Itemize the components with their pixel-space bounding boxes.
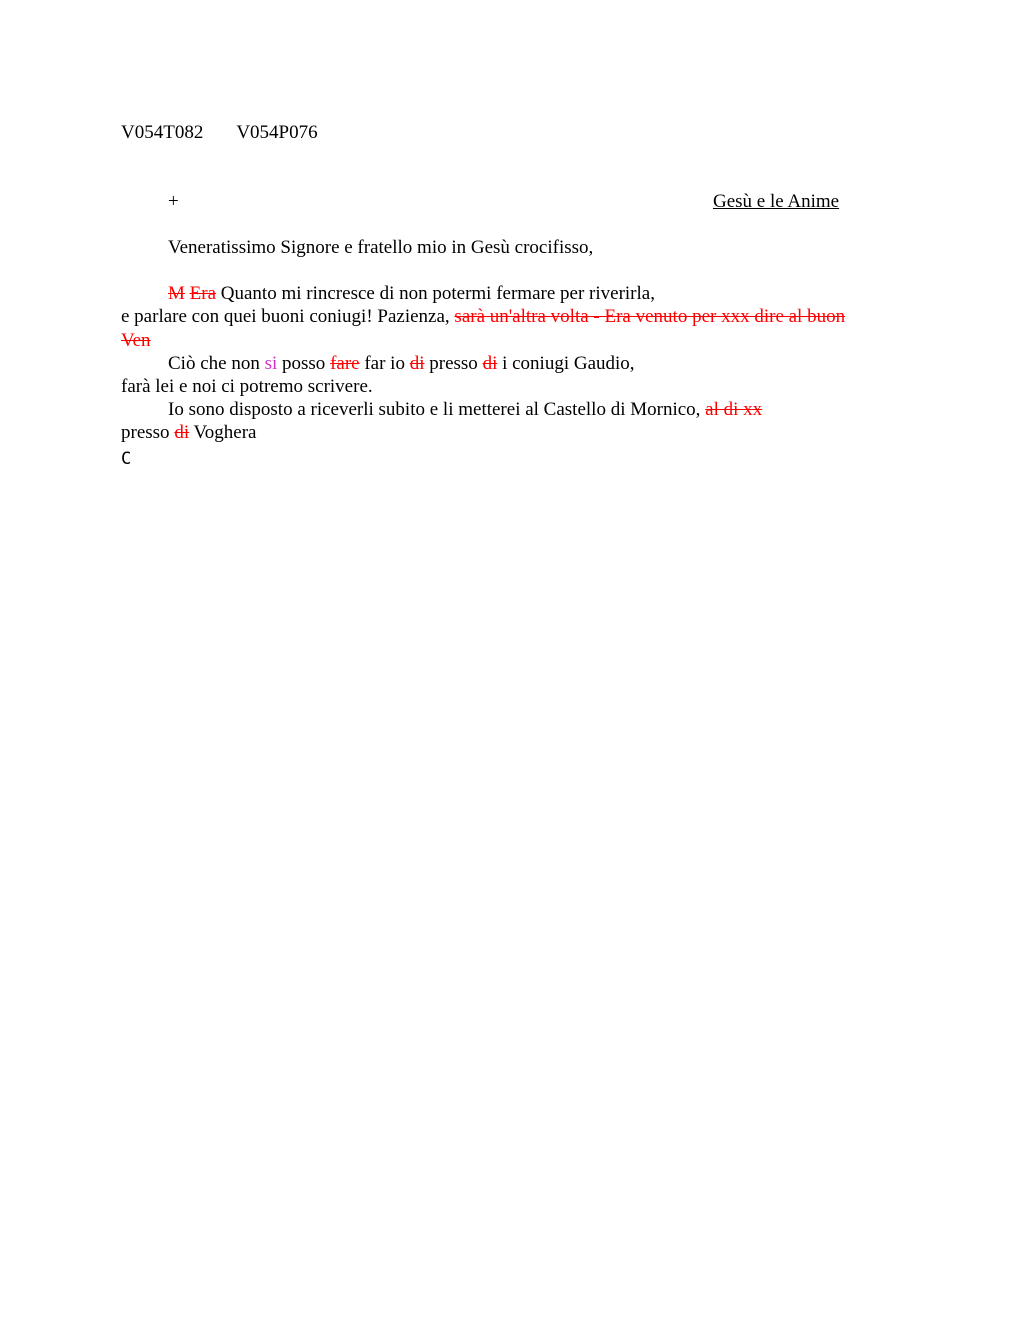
- para1-line1: [168, 282, 655, 305]
- para3-line1: [168, 398, 762, 421]
- para2-t5: i coniugi Gaudio,: [502, 353, 635, 374]
- para2-t3: far io: [364, 353, 405, 374]
- para1-line2: [121, 305, 845, 328]
- para2-line2: farà lei e noi ci potremo scrivere.: [121, 376, 373, 397]
- deleted-m: M: [168, 283, 185, 304]
- para1-line3: [121, 329, 151, 352]
- para3-line2: [121, 421, 256, 444]
- cross-mark: +: [168, 191, 179, 212]
- deleted-di-2: di: [482, 353, 498, 374]
- header-codes: [121, 121, 318, 144]
- deleted-era: Era: [189, 283, 217, 304]
- deleted-fare: fare: [330, 353, 360, 374]
- footer-mark: C: [121, 449, 132, 469]
- para2-t2: posso: [282, 353, 326, 374]
- document-title: Gesù e le Anime: [713, 191, 840, 212]
- salutation: Veneratissimo Signore e fratello mio in Gesù crocifisso,: [168, 237, 594, 258]
- deleted-di-1: di: [409, 353, 425, 374]
- para2-t1: Ciò che non: [168, 353, 260, 374]
- code-p: V054P076: [236, 122, 318, 143]
- para3-t1: Io sono disposto a riceverli subito e li metterei al Castello di Mornico,: [168, 399, 701, 420]
- para3-t3: Voghera: [193, 422, 257, 443]
- para1-text2: e parlare con quei buoni coniugi! Pazienza,: [121, 306, 450, 327]
- para2-t4: presso: [429, 353, 478, 374]
- deleted-di: di: [174, 422, 190, 443]
- para2-line1: [168, 352, 635, 375]
- inserted-si: si: [264, 353, 278, 374]
- deleted-al-di-xx: al di xx: [705, 399, 763, 420]
- code-t: V054T082: [121, 122, 204, 143]
- deleted-long-phrase: sarà un'altra volta - Era venuto per xxx dire al buon: [454, 306, 846, 327]
- para3-t2: presso: [121, 422, 170, 443]
- deleted-ven: Ven: [121, 330, 151, 351]
- para1-text1: Quanto mi rincresce di non potermi fermare per riverirla,: [220, 283, 655, 304]
